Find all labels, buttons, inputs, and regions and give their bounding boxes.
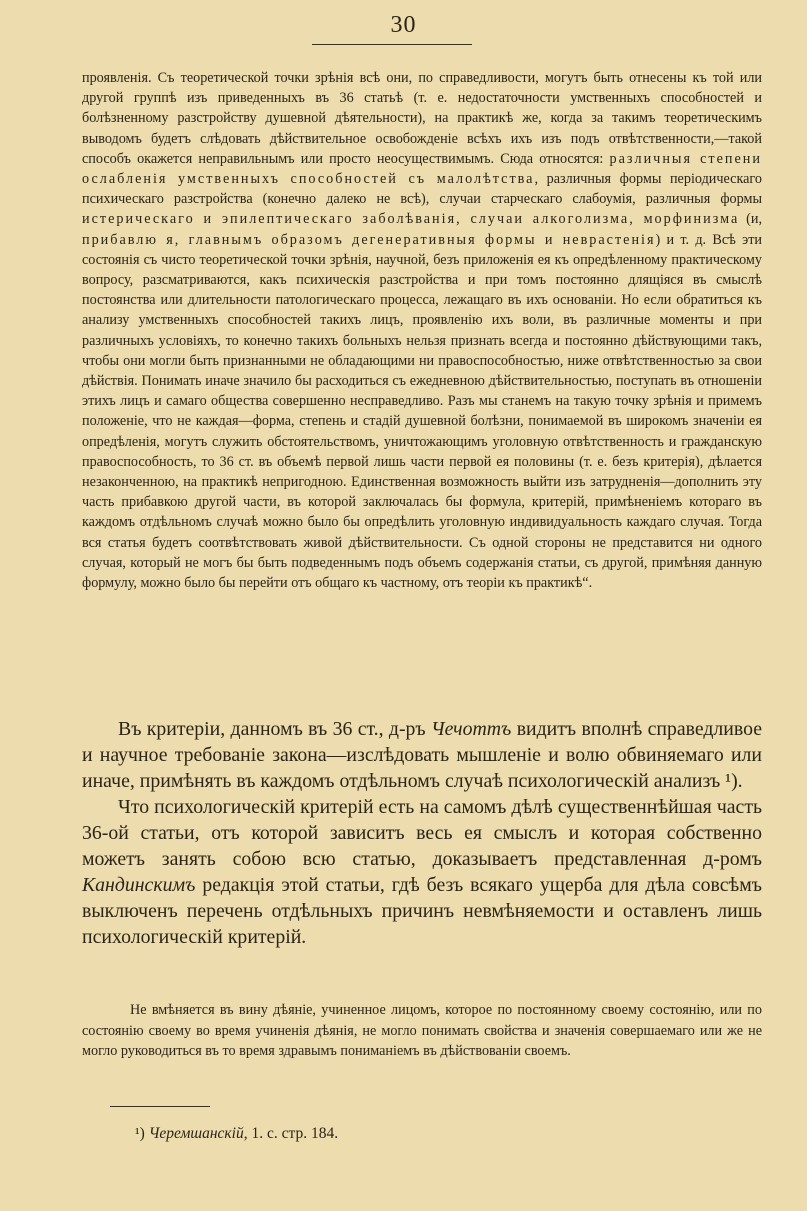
paragraph-2-text-a: Что психологическій критерій есть на самомъ дѣлѣ существеннѣйшая часть 36-ой статьи, отъ которой зависитъ весь ея смыслъ и которая собственно можетъ занять собою всю статью, доказываетъ представленная д-ромъ: [82, 796, 762, 870]
author-name-chechott: Чечоттъ: [431, 718, 512, 740]
quote-text-4: ) и т. д. Всѣ эти состоянія съ чисто теоретической точки зрѣнія, научной, безъ приложенія ея къ опредѣленному практическому вопросу, разсматриваются, какъ психическія разстройства и при томъ постоянно длящіяся въ смыслѣ постоянства или длительности патологическаго процесса, лежащаго въ ихъ основаніи. Но если обратиться къ анализу умственныхъ способностей такихъ лицъ, проявленію ихъ воли, въ различные моменты и при различныхъ условіяхъ, то конечно такихъ больныхъ нельзя признать всегда и постоянно дѣйствующими такъ, чтобы они могли быть признанными не обладающими ни правоспособностью, ниже отвѣтственностью за свои дѣйствія. Понимать иначе значило бы расходиться съ ежедневною дѣйствительностью, поступать въ отношеніи этихъ лицъ и самаго общества совершенно несправедливо. Разъ мы станемъ на такую точку зрѣнія и примемъ положеніе, что не каждая—форма, степень и стадій душевной болѣзни, понимаемой въ широкомъ значеніи ея опредѣленія, могутъ служить обстоятельствомъ, уничтожающимъ уголовную отвѣтственность и гражданскую правоспособность, то 36 ст. въ объемѣ первой лишь части первой ея половины (т. е. безъ критерія), дѣлается незаконченною, на практикѣ непригодною. Единственная возможность выйти изъ затрудненія—дополнить эту часть прибавкою другой части, въ которой заключалась бы формула, критерій, примѣненіемъ котораго въ каждомъ отдѣльномъ случаѣ можно было бы опредѣлить уголовную индивидуальность каждаго случая. Тогда вся статья будетъ соотвѣтствовать живой дѣйствительности. Съ одной стороны не представится ни одного случая, который не могъ бы быть подведеннымъ подъ объемъ содержанія статьи, съ другой, примѣняя данную формулу, можно было бы перейти отъ общаго къ частному, отъ теоріи къ практикѣ“.: [82, 231, 762, 592]
quote-spaced-3: прибавлю я, главнымъ образомъ дегенеративныя формы и неврастенія: [82, 231, 656, 248]
quote-text-2: , различныя формы періодическаго психическаго разстройства (конечно далеко не всѣ), случаи старческаго слабоумія, различныя формы: [82, 171, 762, 208]
footnote-mark: ¹): [135, 1125, 145, 1142]
paragraph-2: [82, 794, 762, 950]
page-number: 30: [390, 12, 417, 38]
footnote-rule: [110, 1106, 210, 1107]
footnote-reference: , 1. с. стр. 184.: [243, 1125, 339, 1142]
header-rule: [312, 44, 472, 45]
quote-text-1: проявленія. Съ теоретической точки зрѣнія всѣ они, по справедливости, могутъ быть отнесены къ той или другой группѣ изъ приведенныхъ въ 36 статьѣ (т. е. недостаточности умственныхъ способностей и болѣзненному разстройству душевной дѣятельности), на практикѣ же, когда за такимъ теоретическимъ выводомъ будетъ слѣдовать дѣйствительное освобожденіе всѣхъ ихъ изъ подъ отвѣтственности,—такой способъ окажется неправильнымъ или просто неосуществимымъ. Сюда относятся:: [82, 70, 762, 167]
footnote: [135, 1124, 338, 1144]
author-name-kandinsky: Кандинскимъ: [82, 874, 196, 896]
paragraph-1: [82, 716, 762, 794]
paragraph-2-text-b: редакція этой статьи, гдѣ безъ всякаго ущерба для дѣла совсѣмъ выключенъ перечень отдѣльныхъ причинъ невмѣняемости и оставленъ лишь психологическій критерій.: [82, 874, 762, 948]
quoted-passage: [82, 68, 762, 593]
quote-text-3: (и,: [739, 211, 762, 228]
footnote-author: Черемшанскій: [148, 1125, 244, 1142]
quote-spaced-1: различныя степени ослабленія умственныхъ способностей съ малолѣтства: [82, 150, 762, 188]
paragraph-1-text-a: Въ критеріи, данномъ въ 36 ст., д-ръ: [118, 718, 432, 740]
paragraph-1-text-b: видитъ вполнѣ справедливое и научное требованіе закона—изслѣдовать мышленіе и волю обвиняемаго или иначе, примѣнять въ каждомъ отдѣльномъ случаѣ психологическій анализъ ¹).: [82, 718, 763, 792]
quote-spaced-2: истерическаго и эпилептическаго заболѣванія, случаи алкоголизма, морфинизма: [82, 211, 740, 228]
main-text: [82, 716, 762, 950]
statute-quote: Не вмѣняется въ вину дѣяніе, учиненное лицомъ, которое по постоянному своему состоянію, или по состоянію своему во время учиненія дѣянія, не могло понимать свойства и значенія совершаемаго или же не могло руководиться въ то время здравымъ пониманіемъ въ дѣйствованіи своемъ.: [82, 1002, 762, 1059]
